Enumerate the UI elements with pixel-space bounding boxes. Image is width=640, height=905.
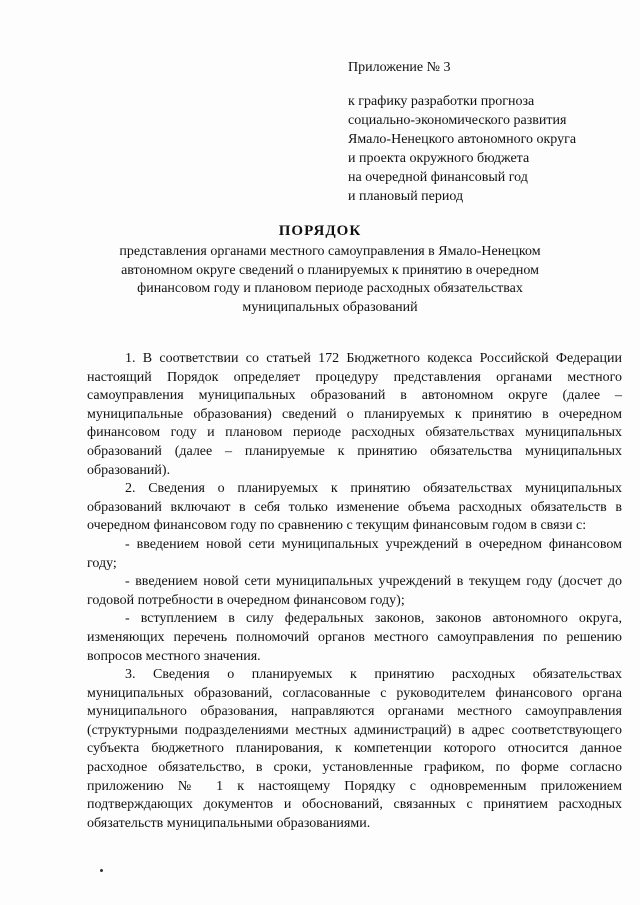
- document-title: ПОРЯДОК: [278, 223, 362, 239]
- scan-mark: [100, 869, 103, 872]
- list-item: - вступлением в силу федеральных законов, законов автономного округа, изменяющих перечень полномочий органов местного самоуправления по решению вопросов местного значения.: [87, 611, 622, 664]
- document-body: [87, 350, 622, 833]
- paragraph-2: 2. Сведения о планируемых к принятию обязательствах муниципальных образований включают в себя только изменение объема расходных обязательств в очередном финансовом году по сравнению с текущим финансовым годом в связи с:: [87, 481, 622, 534]
- paragraph-1: 1. В соответствии со статьей 172 Бюджетного кодекса Российской Федерации настоящий Порядок определяет процедуру представления органами местного самоуправления муниципальных образований в автономном округе (далее – муниципальные образования) сведений о планируемых к принятию в очередном финансовом году и плановом периоде расходных обязательствах муниципальных образований (далее – планируемые к принятию обязательства муниципальных образований).: [87, 351, 622, 478]
- list-item: - введением новой сети муниципальных учреждений в очередном финансовом году;: [87, 536, 622, 571]
- appendix-line: и плановый период: [348, 189, 464, 204]
- subtitle-line: финансовом году и плановом периоде расходных обязательствах: [137, 281, 523, 296]
- appendix-header: [348, 58, 628, 206]
- subtitle-line: автономном округе сведений о планируемых к принятию в очередном: [121, 262, 539, 278]
- document-subtitle: [60, 243, 600, 317]
- appendix-line: к графику разработки прогноза: [348, 94, 535, 109]
- list-item: - введением новой сети муниципальных учреждений в текущем году (досчет до годовой потребности в очередном финансовом году);: [87, 574, 622, 608]
- appendix-line: на очередной финансовый год: [348, 170, 528, 185]
- appendix-title: Приложение № 3: [348, 60, 451, 75]
- paragraph-3: 3. Сведения о планируемых к принятию расходных обязательствах муниципальных образований, согласованные с руководителем финансового органа муниципального образования, направляются органами местного самоуправления (структурными подразделениями местных администраций) в адрес соответствующего субъекта бюджетного планирования, к компетенции которого относится данное расходное обязательство, в сроки, установленные графиком, по форме согласно приложению № 1 к настоящему Порядку с одновременным приложением подтверждающих документов и обоснований, связанных с принятием расходных обязательств муниципальными образованиями.: [87, 667, 622, 831]
- subtitle-line: представления органами местного самоуправления в Ямало-Ненецком: [119, 244, 541, 259]
- appendix-line: Ямало-Ненецкого автономного округа: [348, 132, 577, 147]
- subtitle-line: муниципальных образований: [242, 299, 418, 315]
- appendix-line: и проекта окружного бюджета: [348, 151, 530, 166]
- appendix-line: социально-экономического развития: [348, 113, 567, 128]
